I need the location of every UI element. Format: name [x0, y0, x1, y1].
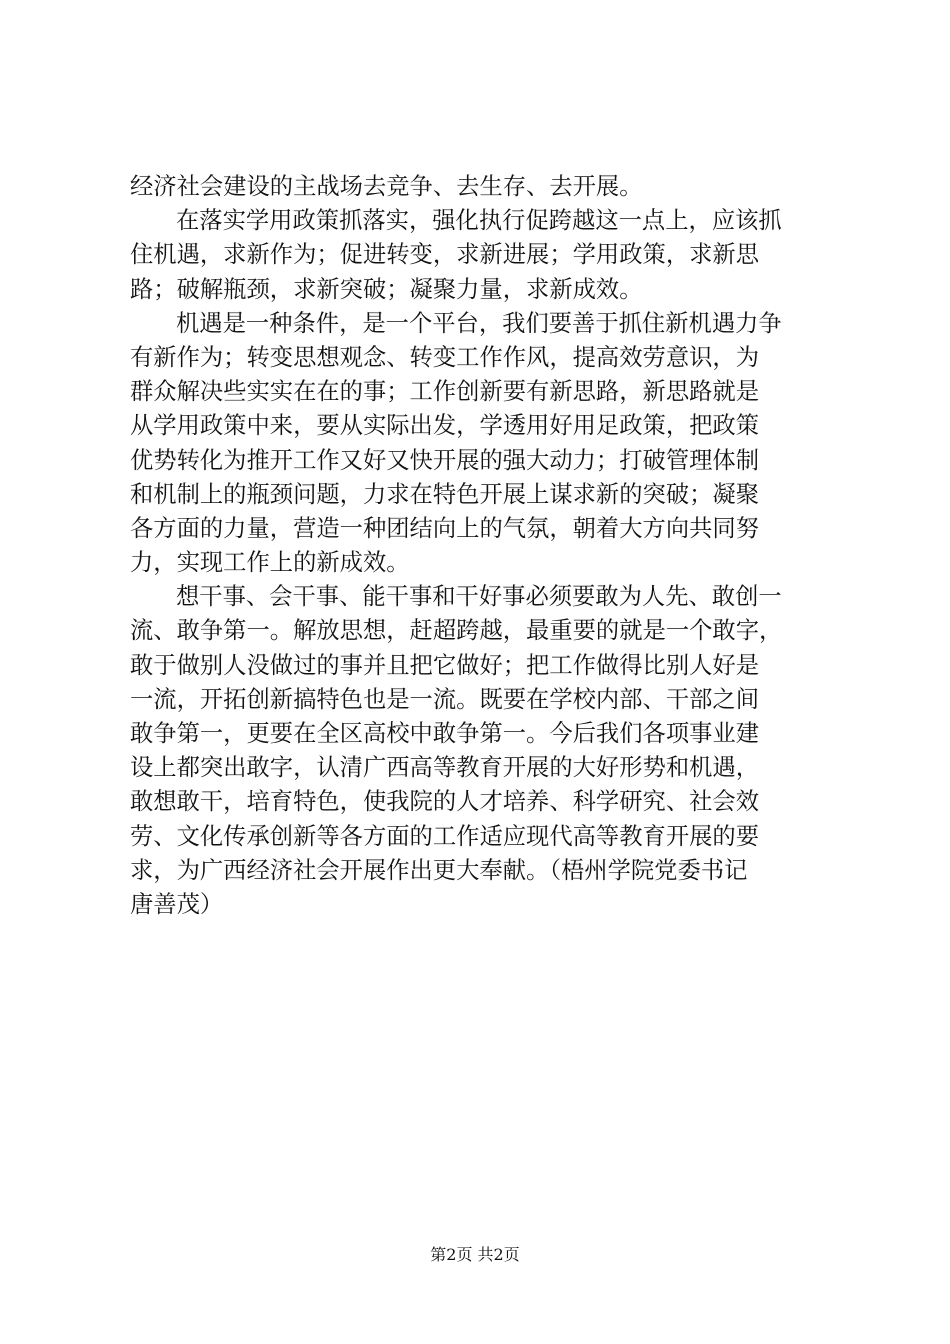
text-line: 从学用政策中来，要从实际出发，学透用好用足政策，把政策 — [130, 412, 760, 440]
paragraph-start-line: 机遇是一种条件，是一个平台，我们要善于抓住新机遇力争 — [176, 309, 782, 337]
text-line: 一流，开拓创新搞特色也是一流。既要在学校内部、干部之间 — [130, 685, 760, 713]
text-line: 敢想敢干，培育特色，使我院的人才培养、科学研究、社会效 — [130, 788, 760, 816]
text-line: 力，实现工作上的新成效。 — [130, 549, 410, 577]
text-line: 设上都突出敢字，认清广西高等教育开展的大好形势和机遇， — [130, 754, 760, 782]
text-line: 有新作为；转变思想观念、转变工作作风，提高效劳意识，为 — [130, 343, 760, 371]
text-line: 流、敢争第一。解放思想，赶超跨越，最重要的就是一个敢字， — [130, 617, 783, 645]
text-line: 住机遇，求新作为；促进转变，求新进展；学用政策，求新思 — [130, 241, 760, 269]
text-line: 敢于做别人没做过的事并且把它做好；把工作做得比别人好是 — [130, 651, 760, 679]
document-body — [130, 170, 830, 922]
text-line: 唐善茂） — [130, 890, 224, 918]
page-number-footer: 第2页 共2页 — [430, 1245, 520, 1264]
text-line: 优势转化为推开工作又好又快开展的强大动力；打破管理体制 — [130, 446, 760, 474]
text-line: 路；破解瓶颈，求新突破；凝聚力量，求新成效。 — [130, 275, 643, 303]
paragraph-start-line: 在落实学用政策抓落实，强化执行促跨越这一点上，应该抓 — [176, 207, 782, 235]
text-line: 群众解决些实实在在的事；工作创新要有新思路，新思路就是 — [130, 378, 760, 406]
text-line: 劳、文化传承创新等各方面的工作适应现代高等教育开展的要 — [130, 822, 760, 850]
text-line: 敢争第一，更要在全区高校中敢争第一。今后我们各项事业建 — [130, 720, 760, 747]
text-line: 求，为广西经济社会开展作出更大奉献。（梧州学院党委书记 — [130, 856, 748, 884]
text-line: 经济社会建设的主战场去竞争、去生存、去开展。 — [130, 173, 643, 200]
paragraph-start-line: 想干事、会干事、能干事和干好事必须要敢为人先、敢创一 — [176, 583, 782, 611]
text-line: 各方面的力量，营造一种团结向上的气氛，朝着大方向共同努 — [130, 514, 760, 542]
text-line: 和机制上的瓶颈问题，力求在特色开展上谋求新的突破；凝聚 — [130, 480, 760, 508]
